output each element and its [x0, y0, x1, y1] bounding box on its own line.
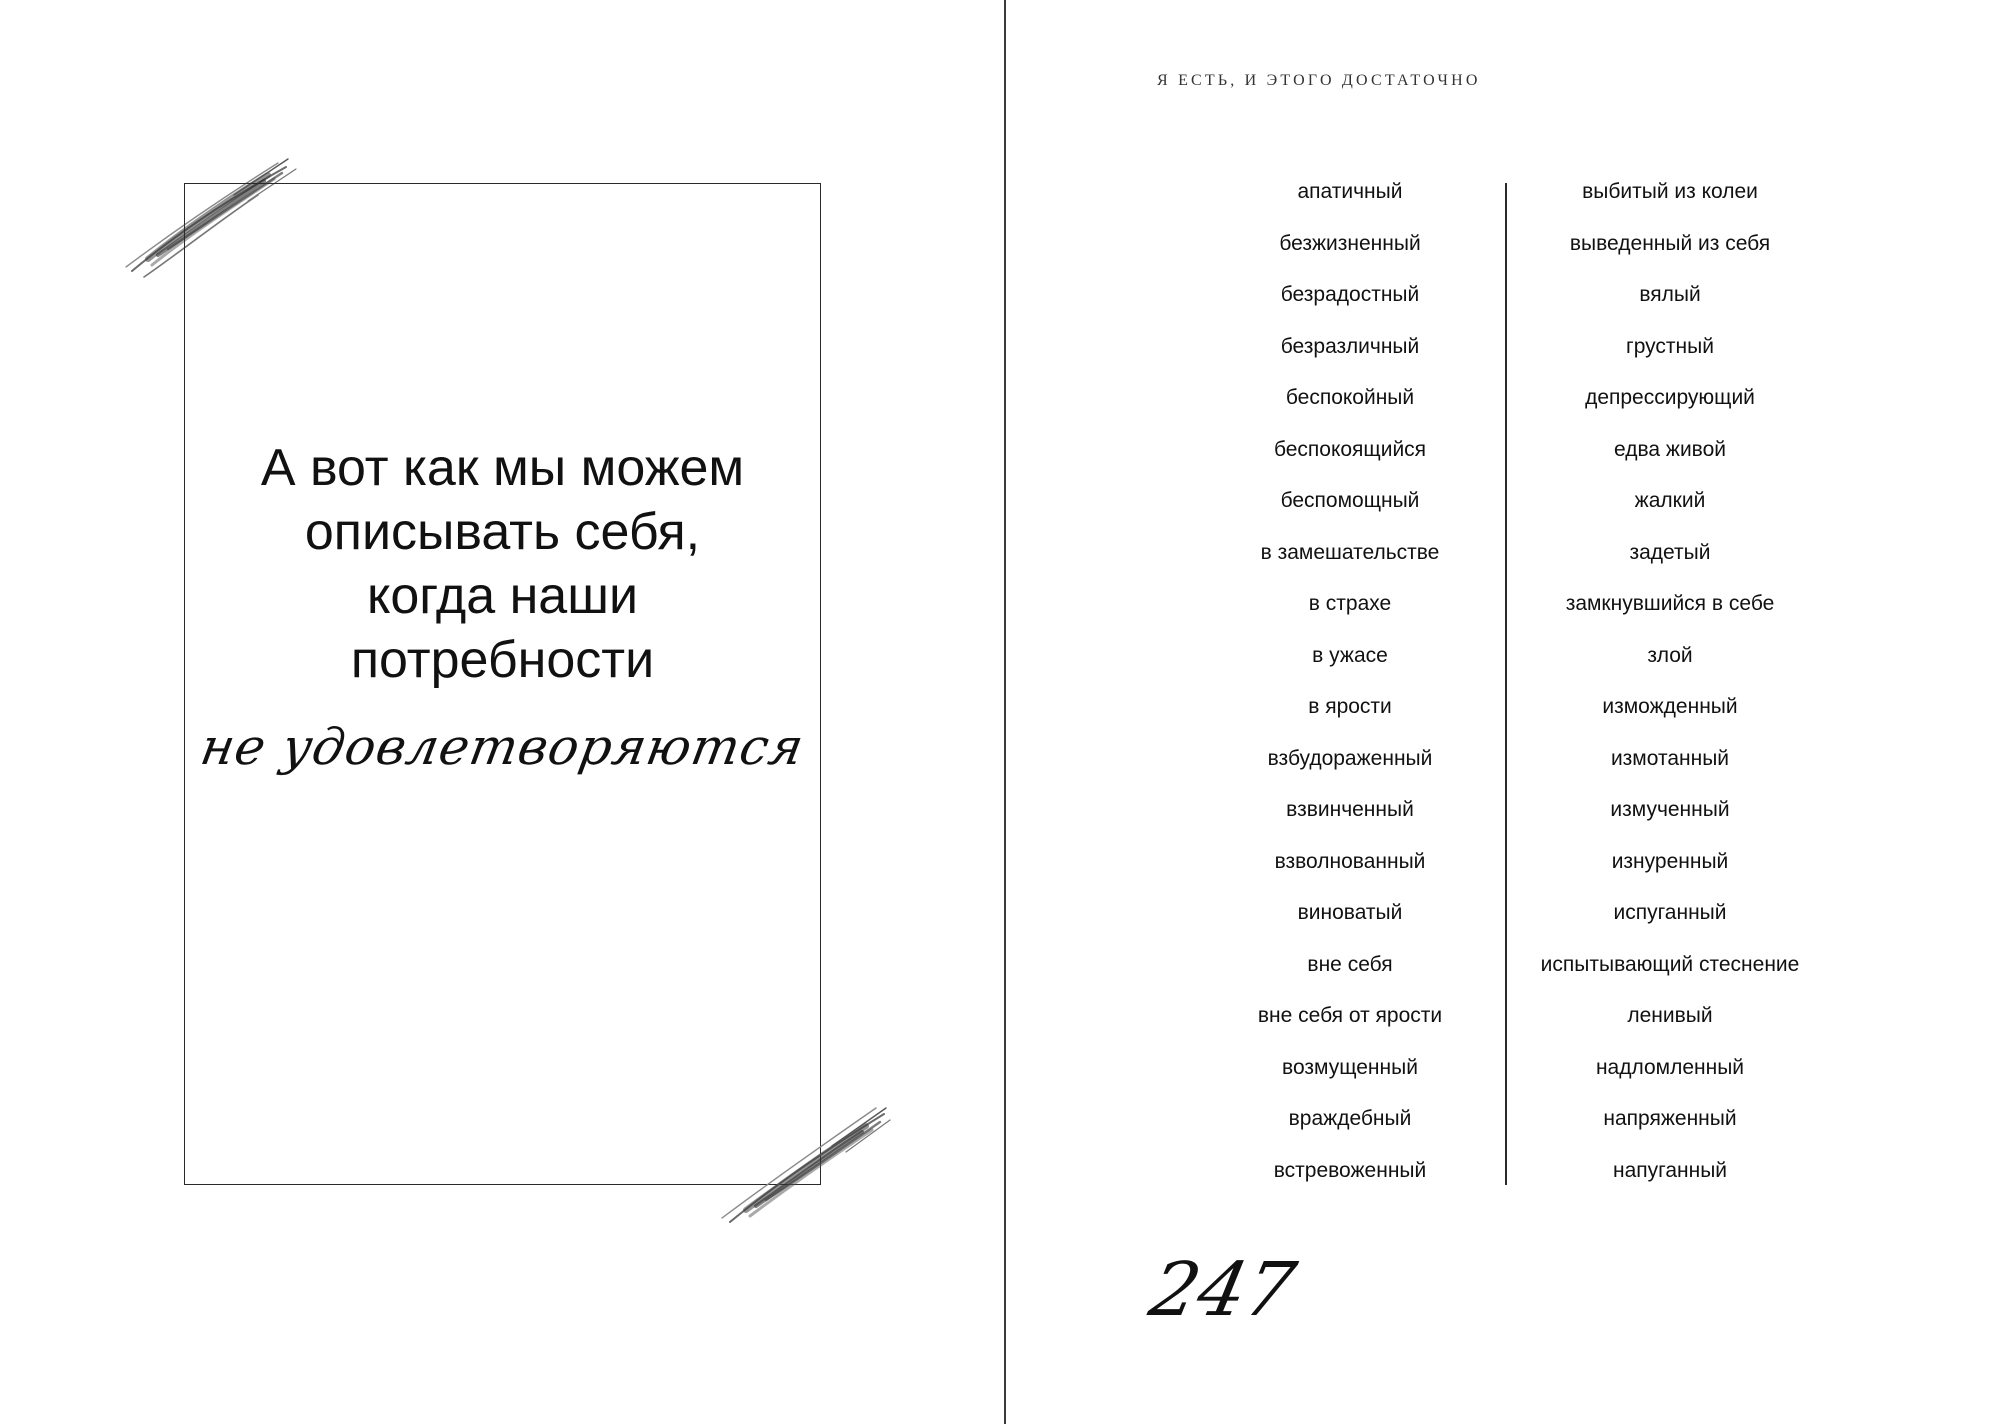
list-item: депрессирующий [1585, 386, 1755, 409]
script-subtitle: не удовлетворяются [196, 718, 809, 776]
list-item: беспомощный [1280, 489, 1420, 512]
list-item: взвинченный [1286, 798, 1414, 821]
headline-line: А вот как мы можем [260, 439, 745, 497]
list-item: безжизненный [1279, 231, 1421, 255]
list-item: беспокоящийся [1273, 437, 1427, 461]
list-item: враждебный [1288, 1107, 1412, 1130]
list-item: вне себя от ярости [1257, 1004, 1443, 1027]
list-item: безрадостный [1280, 283, 1420, 306]
list-item: напряженный [1603, 1107, 1737, 1130]
list-item: в ужасе [1312, 643, 1388, 667]
list-item: безразличный [1280, 334, 1420, 358]
list-item: задетый [1629, 540, 1711, 564]
list-item: виноватый [1297, 901, 1403, 924]
list-item: ленивый [1627, 1004, 1713, 1027]
list-item: в страхе [1308, 592, 1392, 615]
list-item: злой [1647, 643, 1693, 667]
feelings-list-left [1220, 174, 1480, 1204]
list-item: вялый [1639, 283, 1701, 306]
pencil-scribble-icon [712, 1098, 892, 1228]
list-item: апатичный [1297, 180, 1403, 203]
headline [184, 436, 821, 692]
list-item: едва живой [1613, 437, 1726, 461]
list-item: встревоженный [1273, 1158, 1427, 1182]
list-item: изможденный [1602, 695, 1738, 718]
list-item: изнуренный [1611, 849, 1729, 873]
headline-line: потребности [350, 631, 655, 689]
list-item: надломленный [1595, 1055, 1745, 1079]
headline-line: когда наши [367, 567, 638, 625]
list-item: выбитый из колеи [1582, 180, 1758, 203]
list-item: измученный [1610, 798, 1730, 821]
list-item: вне себя [1307, 952, 1393, 976]
running-head: Я ЕСТЬ, И ЭТОГО ДОСТАТОЧНО [1157, 72, 1481, 89]
headline-line: описывать себя, [304, 503, 701, 561]
book-spine [1004, 0, 1006, 1424]
list-item: взволнованный [1274, 849, 1426, 873]
list-item: взбудораженный [1267, 746, 1433, 770]
list-item: напуганный [1612, 1158, 1728, 1182]
list-item: беспокойный [1285, 386, 1415, 409]
list-item: выведенный из себя [1569, 231, 1771, 255]
list-item: жалкий [1634, 489, 1706, 512]
list-item: испуганный [1613, 901, 1727, 924]
list-item: возмущенный [1282, 1055, 1418, 1079]
list-item: грустный [1626, 334, 1714, 358]
column-divider [1505, 183, 1507, 1185]
list-item: в замешательстве [1260, 540, 1440, 564]
list-item: замкнувшийся в себе [1565, 592, 1775, 615]
list-item: испытывающий стеснение [1540, 952, 1800, 976]
page-number: 247 [1142, 1247, 1303, 1333]
list-item: измотанный [1610, 746, 1730, 770]
list-item: в ярости [1308, 695, 1392, 718]
feelings-list-right [1520, 174, 1820, 1204]
